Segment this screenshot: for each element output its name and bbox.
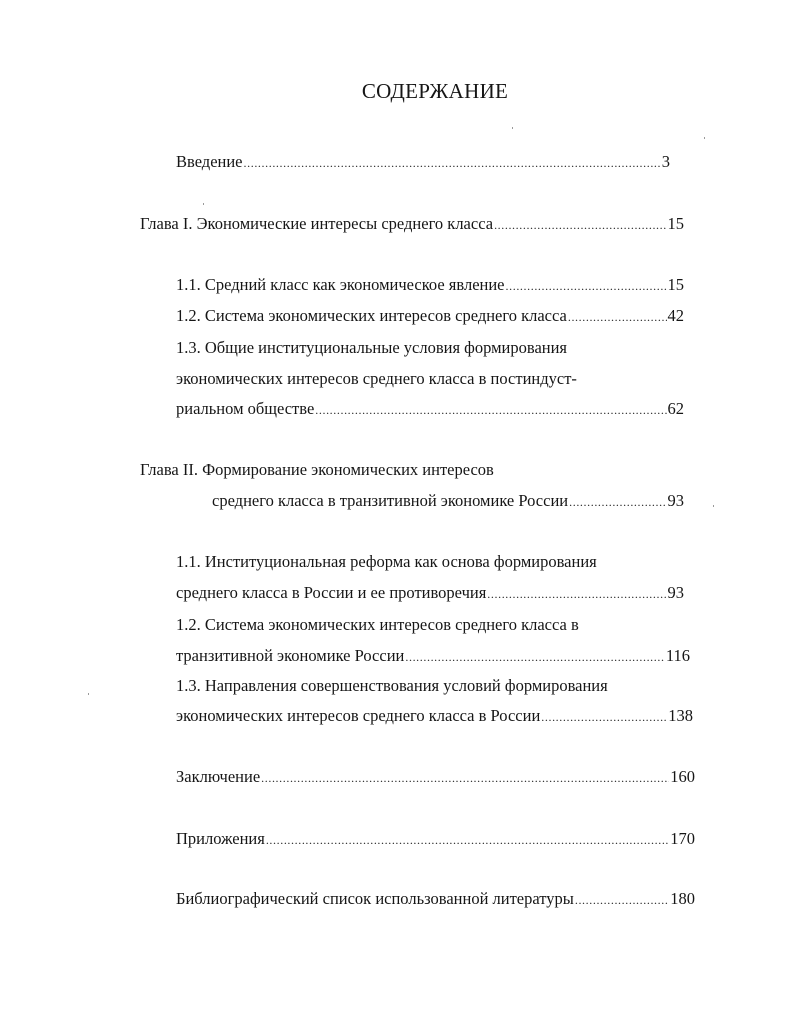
toc-page-number: 160 (670, 767, 695, 786)
scan-speck (704, 137, 705, 139)
dot-leader (266, 829, 669, 851)
dot-leader (244, 152, 661, 174)
toc-section-2-2-line-1: 1.2. Система экономических интересов среднего класса в (176, 615, 579, 634)
dot-leader (568, 306, 667, 328)
dot-leader (405, 646, 664, 668)
dot-leader (569, 491, 666, 513)
toc-entry-conclusion (176, 766, 695, 788)
scan-speck (713, 505, 714, 507)
toc-section-2-3-line-1: 1.3. Направления совершенствования условий формирования (176, 676, 608, 695)
toc-section-2-1-line-1: 1.1. Институциональная реформа как основа формирования (176, 552, 597, 571)
toc-entry-text: среднего класса в транзитивной экономике России (212, 491, 569, 510)
toc-entry-text: Введение (176, 152, 243, 171)
toc-chapter-1-heading (140, 213, 684, 235)
dot-leader (261, 767, 669, 789)
dot-leader (494, 214, 666, 236)
toc-entry-text: 1.2. Система экономических интересов среднего класса (176, 306, 567, 325)
dot-leader (315, 399, 666, 421)
toc-chapter-2-heading-line-2 (212, 490, 684, 512)
toc-entry-text: Глава I. Экономические интересы среднего класса (140, 214, 494, 233)
toc-page-number: 62 (667, 399, 684, 418)
toc-entry-text: риальном обществе (176, 399, 315, 418)
toc-entry-text: экономических интересов среднего класса в России (176, 706, 541, 725)
scan-speck (88, 693, 89, 695)
toc-page-number: 93 (667, 583, 684, 602)
toc-chapter-2-heading-line-1: Глава II. Формирование экономических интересов (140, 460, 494, 479)
dot-leader (575, 889, 669, 911)
toc-entry-appendices (176, 828, 695, 850)
toc-entry-text: Библиографический список использованной литературы (176, 889, 574, 908)
toc-section-2-1-line-2 (176, 582, 684, 604)
toc-page-number: 138 (668, 706, 693, 725)
toc-section-1-3-line-3 (176, 398, 684, 420)
page-title: СОДЕРЖАНИЕ (361, 79, 509, 103)
toc-entry-text: Приложения (176, 829, 265, 848)
dot-leader (506, 275, 667, 297)
toc-entry-bibliography (176, 888, 695, 910)
toc-section-1-3-line-2: экономических интересов среднего класса в постиндуст- (176, 369, 577, 388)
toc-page-number: 180 (670, 889, 695, 908)
toc-section-1-1 (176, 274, 684, 296)
toc-entry-text: 1.1. Средний класс как экономическое явление (176, 275, 505, 294)
dot-leader (487, 583, 666, 605)
toc-entry-text: среднего класса в России и ее противоречия (176, 583, 487, 602)
toc-page-number: 116 (665, 646, 690, 665)
scan-speck (512, 127, 513, 129)
toc-entry-text: Заключение (176, 767, 261, 786)
toc-section-2-3-line-2 (176, 705, 693, 727)
toc-page-number: 42 (667, 306, 684, 325)
toc-page-number: 15 (667, 275, 684, 294)
toc-section-1-2 (176, 305, 684, 327)
toc-entry-introduction (176, 151, 670, 173)
toc-page-number: 93 (667, 491, 684, 510)
scan-speck (203, 203, 204, 205)
toc-section-1-3-line-1: 1.3. Общие институциональные условия формирования (176, 338, 568, 357)
toc-page-number: 15 (667, 214, 684, 233)
toc-page-number: 170 (670, 829, 695, 848)
toc-entry-text: транзитивной экономике России (176, 646, 405, 665)
toc-section-2-2-line-2 (176, 645, 690, 667)
dot-leader (541, 706, 667, 728)
toc-page-number: 3 (661, 152, 670, 171)
